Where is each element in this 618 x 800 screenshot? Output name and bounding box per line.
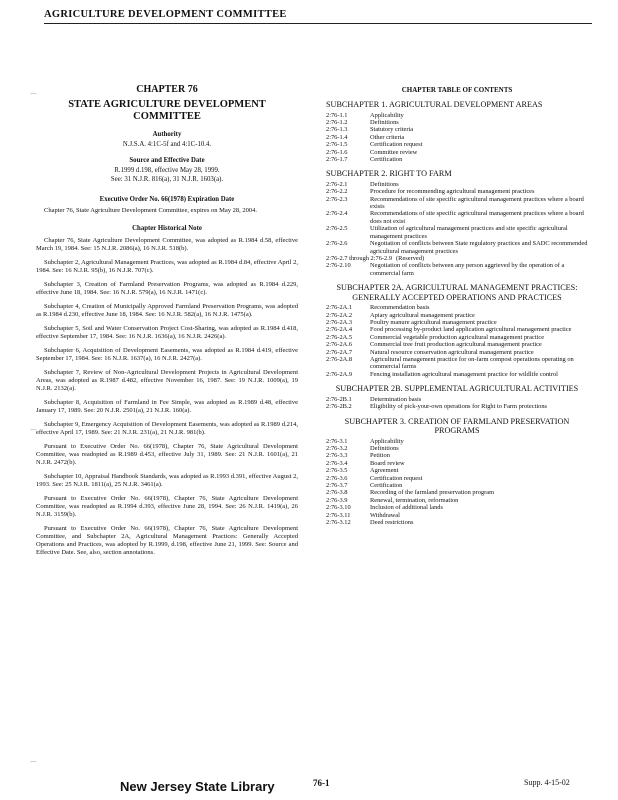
section-title: Utilization of agricultural management practices and site specific agricultural management practices (370, 225, 568, 240)
toc-entry (326, 126, 588, 133)
toc-entry (326, 334, 588, 341)
toc-entry (326, 467, 588, 474)
section-title: Deed restrictions (370, 518, 414, 526)
toc-entry (326, 181, 588, 188)
section-number: 2:76-2.7 through 2:76-2.9 (326, 254, 393, 262)
section-number: 2:76-3.7 (326, 481, 348, 489)
history-paragraph: Pursuant to Executive Order No. 66(1978), Chapter 76, State Agriculture Development Committee, was readopted as R.1994 d.393, effective June 28, 1994. See: 26 N.J.R. 1419(a), 26 N.J.R. 3159(b). (36, 494, 298, 518)
section-number: 2:76-1.6 (326, 148, 348, 156)
section-number: 2:76-1.3 (326, 126, 348, 134)
margin-mark: ⌒ (30, 761, 37, 769)
section-number: 2:76-2.3 (326, 195, 348, 203)
section-number: 2:76-3.6 (326, 474, 348, 482)
toc-entry (326, 304, 588, 311)
history-paragraph: Subchapter 9, Emergency Acquisition of Development Easements, was adopted as R.1989 d.214, effective April 17, 1989. See: 21 N.J.R. 231(a), 21 N.J.R. 981(b). (36, 420, 298, 436)
source-line: R.1999 d.198, effective May 28, 1999. (114, 167, 220, 174)
toc-entry (326, 349, 588, 356)
toc-entry (326, 240, 588, 255)
section-title: Inclusion of additional lands (370, 504, 443, 512)
history-paragraph: Subchapter 6, Acquisition of Development Easements, was adopted as R.1984 d.419, effective September 17, 1984. See: 16 N.J.R. 1637(a), 16 N.J.R. 2427(a). (36, 346, 298, 362)
subchapter-heading: SUBCHAPTER 2A. AGRICULTURAL MANAGEMENT PRACTICES: GENERALLY ACCEPTED OPERATIONS AND PRACTICES (336, 283, 578, 302)
section-number: 2:76-2A.9 (326, 370, 353, 378)
section-title: Determination basis (370, 395, 422, 403)
history-paragraph: Subchapter 2, Agricultural Management Practices, was adopted as R.1984 d.84, effective April 2, 1984. See: 16 N.J.R. 95(b), 16 N.J.R. 707(c). (36, 259, 298, 275)
section-title: (Reserved) (396, 254, 425, 262)
section-number: 2:76-2A.5 (326, 333, 353, 341)
subchapter-heading: SUBCHAPTER 2B. SUPPLEMENTAL AGRICULTURAL ACTIVITIES (335, 384, 579, 394)
toc-entry (326, 482, 588, 489)
section-number: 2:76-2A.8 (326, 355, 353, 363)
history-paragraph: Pursuant to Executive Order No. 66(1978), Chapter 76, State Agriculture Development Committee, and Subchapter 2A, Agricultural Management Practices: Generally Accepted Operations and Practices, was adopted by R.1999, d.198, effective June 21, 1999. See: Source and Effective Date. See, also, section annotations. (36, 524, 298, 557)
section-number: 2:76-2A.1 (326, 304, 353, 312)
section-title: Apiary agricultural management practice (370, 311, 475, 319)
section-title: Other criteria (370, 133, 405, 141)
source-line: See: 31 N.J.R. 816(a), 31 N.J.R. 1603(a). (110, 176, 224, 183)
section-title: Food processing by-product land application agricultural management practice (370, 326, 572, 334)
toc-entry (326, 371, 588, 378)
section-number: 2:76-2.10 (326, 262, 351, 270)
section-number: 2:76-2.6 (326, 240, 348, 248)
section-title: Eligibility of pick-your-own operations for Right to Farm protections (370, 403, 548, 411)
section-title: Definitions (370, 180, 399, 188)
toc-entry (326, 255, 588, 262)
historical-note (36, 237, 298, 557)
chapter-title-line2: COMMITTEE (133, 111, 201, 122)
subchapter-heading: SUBCHAPTER 2. RIGHT TO FARM (326, 169, 452, 179)
toc-entry (326, 341, 588, 348)
history-paragraph: Subchapter 5, Soil and Water Conservation Project Cost-Sharing, was adopted as R.1984 d.418, effective September 17, 1984. See: 16 N.J.R. 1636(a), 16 N.J.R. 2426(a). (36, 324, 298, 341)
section-number: 2:76-3.3 (326, 452, 348, 460)
section-number: 2:76-2.1 (326, 180, 348, 188)
toc-entry (326, 149, 588, 156)
section-number: 2:76-2B.1 (326, 395, 352, 403)
section-number: 2:76-3.9 (326, 496, 348, 504)
toc-entry (326, 356, 588, 371)
history-paragraph: Pursuant to Executive Order No. 66(1978), Chapter 76, State Agricultural Development Committee, was readopted as R.1989 d.453, effective July 31, 1989. See: 21 N.J.R. 1601(a), 21 N.J.R. 2472(b). (36, 442, 298, 466)
section-number: 2:76-2A.2 (326, 311, 353, 319)
chapter-title-line1: STATE AGRICULTURE DEVELOPMENT (68, 99, 266, 110)
toc-entry (326, 319, 588, 326)
section-number: 2:76-3.5 (326, 467, 348, 475)
history-paragraph: Subchapter 4, Creation of Municipally Approved Farmland Preservation Programs, was adopted as R.1984 d.230, effective June 18, 1984. See: 16 N.J.R. 582(a), 16 N.J.R. 1475(a). (36, 302, 298, 319)
section-number: 2:76-2A.3 (326, 318, 353, 326)
section-title: Recommendations of site specific agricultural management practices where a board does not exist (370, 210, 584, 225)
section-number: 2:76-3.4 (326, 459, 348, 467)
executive-order-heading: Executive Order No. 66(1978) Expiration Date (99, 196, 235, 203)
toc-entry (326, 489, 588, 496)
section-number: 2:76-3.11 (326, 511, 351, 519)
margin-mark: ⌒ (30, 93, 37, 101)
history-paragraph: Subchapter 8, Acquisition of Farmland in Fee Simple, was adopted as R.1989 d.48, effective January 17, 1989. See: 20 N.J.R. 2501(a), 21 N.J.R. 160(a). (36, 398, 298, 414)
section-title: Negotiation of conflicts between State regulatory practices and SADC recommended agricultural management practices (370, 240, 588, 255)
source-heading: Source and Effective Date (129, 157, 205, 164)
toc-entry (326, 519, 588, 526)
section-title: Applicability (370, 111, 404, 119)
section-number: 2:76-1.1 (326, 111, 348, 119)
section-title: Procedure for recommending agricultural management practices (370, 188, 535, 196)
section-title: Commercial tree fruit production agricultural management practice (370, 341, 542, 349)
authority-heading: Authority (152, 131, 182, 138)
supplement-date: Supp. 4-15-02 (524, 778, 570, 787)
section-number: 2:76-1.5 (326, 141, 348, 149)
toc-entry (326, 445, 588, 452)
section-title: Certification (370, 155, 403, 163)
authority-text: N.J.S.A. 4:1C-5f and 4:1C-10.4. (122, 141, 212, 148)
section-title: Petition (370, 452, 390, 460)
section-title: Natural resource conservation agricultural management practice (370, 348, 534, 356)
section-title: Definitions (370, 118, 399, 126)
history-paragraph: Chapter 76, State Agriculture Development Committee, was adopted as R.1984 d.58, effective March 19, 1984. See: 15 N.J.R. 2086(a), 16 N.J.R. 518(b). (36, 237, 298, 253)
section-title: Recording of the farmland preservation program (370, 489, 495, 497)
section-title: Recommendation basis (370, 304, 430, 312)
history-paragraph: Subchapter 7, Review of Non-Agricultural Development Projects in Agricultural Development Areas, was adopted as R.1987 d.482, effective November 16, 1987. See: 19 N.J.R. 1009(a), 19 N.J.R. 2132(a). (36, 368, 298, 393)
toc-entry (326, 210, 588, 225)
section-title: Renewal, termination, reformation (370, 496, 459, 504)
historical-note-heading: Chapter Historical Note (132, 225, 202, 233)
section-title: Board review (370, 459, 405, 467)
section-number: 2:76-1.2 (326, 118, 348, 126)
toc-entry (326, 112, 588, 119)
history-paragraph: Subchapter 3, Creation of Farmland Preservation Programs, was adopted as R.1984 d.229, effective June 18, 1984. See: 16 N.J.R. 579(a), 16 N.J.R. 1471(c). (36, 281, 298, 297)
section-number: 2:76-2B.2 (326, 403, 352, 411)
left-column (36, 70, 298, 563)
section-number: 2:76-3.1 (326, 437, 348, 445)
section-number: 2:76-3.2 (326, 444, 348, 452)
section-number: 2:76-2A.4 (326, 326, 353, 334)
section-number: 2:76-3.10 (326, 504, 351, 512)
toc-entry (326, 156, 588, 163)
subchapter-heading: SUBCHAPTER 1. AGRICULTURAL DEVELOPMENT AREAS (326, 100, 543, 109)
section-title: Fencing installation agricultural management practice for wildlife control (370, 370, 558, 378)
toc-entry (326, 475, 588, 482)
toc-entry (326, 262, 588, 277)
section-number: 2:76-2.2 (326, 188, 348, 196)
section-title: Recommendations of site specific agricultural management practices where a board exists (370, 195, 584, 211)
section-number: 2:76-1.4 (326, 133, 348, 141)
section-title: Agricultural management practice for on-farm compost operations operating on commercial farms (370, 355, 574, 371)
toc-entry (326, 438, 588, 445)
toc-entry (326, 141, 588, 148)
library-logo: New Jersey State Library (120, 779, 275, 794)
toc-subchapters (326, 100, 588, 526)
toc-entry (326, 326, 588, 333)
history-paragraph: Subchapter 10, Appraisal Handbook Standards, was adopted as R.1993 d.391, effective August 2, 1993. See: 25 N.J.R. 1811(a), 25 N.J.R. 3461(a). (36, 472, 298, 488)
toc-entry (326, 452, 588, 459)
chapter-number: CHAPTER 76 (136, 84, 198, 95)
section-title: Negotiation of conflicts between any person aggrieved by the operation of a commercial farm (370, 262, 565, 277)
toc-entry (326, 460, 588, 467)
toc-entry (326, 119, 588, 126)
toc-title: CHAPTER TABLE OF CONTENTS (401, 86, 513, 94)
toc-entry (326, 497, 588, 504)
toc-entry (326, 396, 588, 403)
section-number: 2:76-3.8 (326, 489, 348, 497)
section-title: Certification (370, 481, 403, 489)
section-title: Definitions (370, 444, 399, 452)
toc-entry (326, 504, 588, 511)
executive-order-text: Chapter 76, State Agriculture Development Committee, expires on May 28, 2004. (44, 207, 258, 214)
section-number: 2:76-2A.7 (326, 348, 353, 356)
section-number: 2:76-2.5 (326, 225, 348, 233)
page-number: 76-1 (313, 778, 330, 788)
section-title: Withdrawal (370, 511, 400, 519)
section-number: 2:76-2.4 (326, 210, 348, 218)
toc-entry (326, 196, 588, 211)
section-title: Certification request (370, 474, 423, 482)
table-of-contents (326, 78, 588, 526)
section-number: 2:76-2A.6 (326, 341, 353, 349)
section-title: Certification request (370, 141, 423, 149)
section-title: Agreement (370, 467, 399, 475)
section-title: Commercial vegetable production agricultural management practice (370, 333, 545, 341)
section-title: Committee review (370, 148, 418, 156)
toc-entry (326, 512, 588, 519)
margin-mark: ⌒ (30, 429, 37, 437)
toc-entry (326, 134, 588, 141)
toc-entry (326, 188, 588, 195)
section-number: 2:76-3.12 (326, 518, 351, 526)
section-title: Poultry manure agricultural management practice (370, 318, 497, 326)
section-title: Statutory criteria (370, 126, 414, 134)
section-number: 2:76-1.7 (326, 155, 348, 163)
toc-entry (326, 225, 588, 240)
running-head: AGRICULTURE DEVELOPMENT COMMITTEE (44, 9, 592, 24)
toc-entry (326, 312, 588, 319)
section-title: Applicability (370, 437, 404, 445)
subchapter-heading: SUBCHAPTER 3. CREATION OF FARMLAND PRESERVATION PROGRAMS (344, 416, 570, 435)
toc-entry (326, 403, 588, 410)
